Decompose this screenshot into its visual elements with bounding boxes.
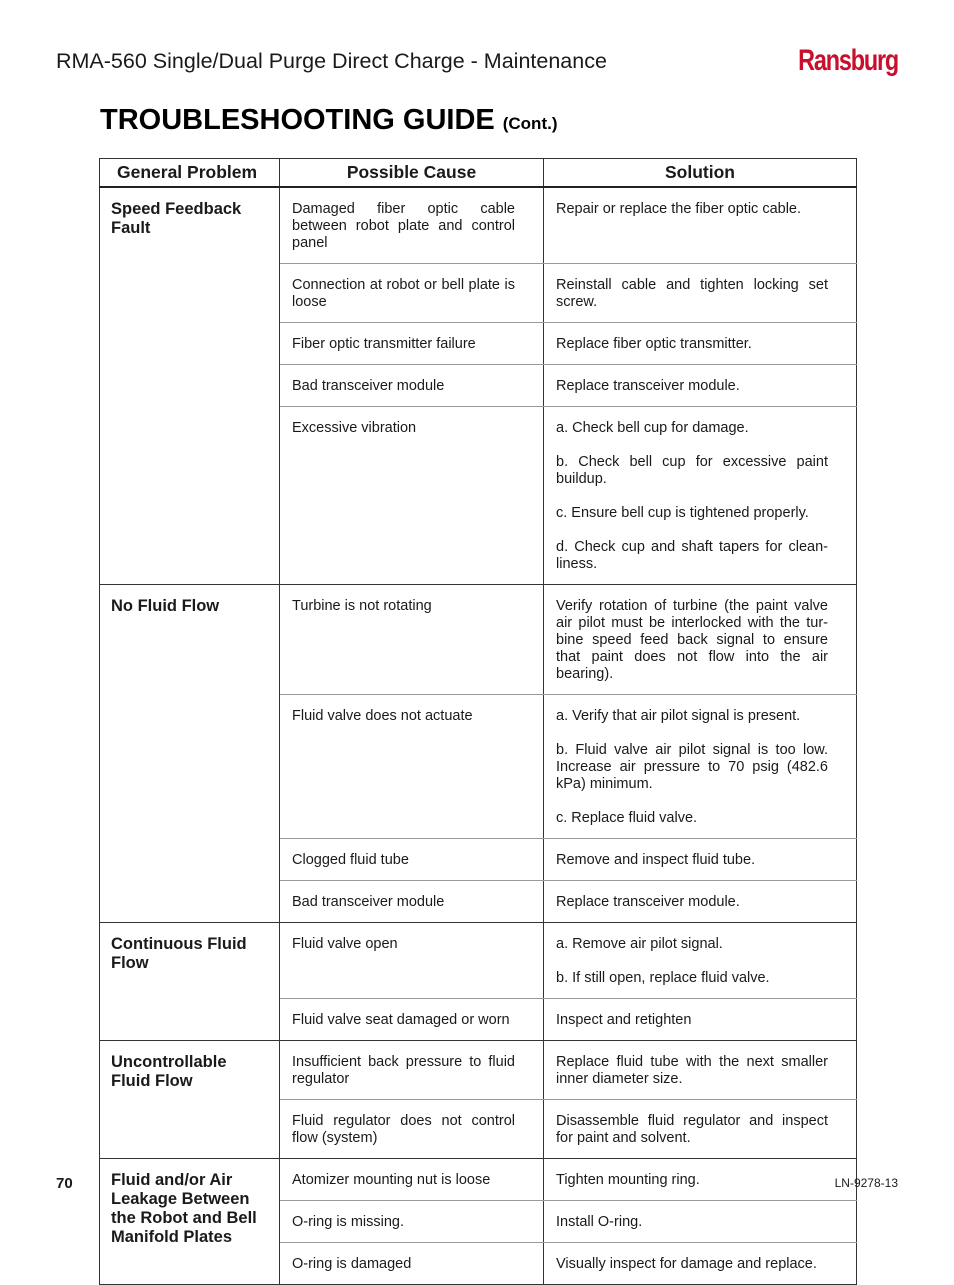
- table-row: [100, 187, 857, 264]
- table-row: [100, 1159, 857, 1201]
- solution-step: Replace transceiver module.: [556, 894, 740, 910]
- header-solution: Solution: [544, 159, 857, 188]
- possible-cause-cell: Fluid valve does not actuate: [280, 695, 544, 839]
- possible-cause-cell: Clogged fluid tube: [280, 839, 544, 881]
- solution-step: Repair or replace the fiber optic cable.: [556, 201, 802, 217]
- solution-step: Inspect and retighten: [556, 1012, 692, 1028]
- solution-cell: [544, 323, 857, 365]
- document-header-title: RMA-560 Single/Dual Purge Direct Charge - Maintenance: [56, 49, 607, 73]
- general-problem-cell: No Fluid Flow: [100, 585, 280, 923]
- possible-cause-cell: Atomizer mounting nut is loose: [280, 1159, 544, 1201]
- possible-cause-cell: Connection at robot or bell plate is loose: [280, 264, 544, 323]
- possible-cause-cell: Turbine is not rotating: [280, 585, 544, 695]
- solution-cell: [544, 881, 857, 923]
- solution-cell: [544, 1041, 857, 1100]
- possible-cause-cell: Fluid regulator does not control flow (system): [280, 1100, 544, 1159]
- solution-step: b. Check bell cup for excessive paint buildup.: [556, 454, 828, 487]
- solution-step: a. Check bell cup for damage.: [556, 420, 749, 436]
- ransburg-logo: Ransburg: [798, 44, 898, 77]
- troubleshooting-table: [99, 158, 857, 1285]
- possible-cause-cell: Bad transceiver module: [280, 365, 544, 407]
- general-problem-cell: Continuous Fluid Flow: [100, 923, 280, 1041]
- solution-cell: [544, 1159, 857, 1201]
- possible-cause-cell: Insufficient back pressure to fluid regulator: [280, 1041, 544, 1100]
- solution-step: b. Fluid valve air pilot signal is too low. Increase air pressure to 70 psig (482.6 kPa) minimum.: [556, 742, 828, 792]
- solution-step: d. Check cup and shaft tapers for clean-liness.: [556, 539, 828, 572]
- section-title: [100, 104, 558, 137]
- solution-cell: [544, 264, 857, 323]
- solution-step: b. If still open, replace fluid valve.: [556, 970, 770, 986]
- solution-cell: [544, 999, 857, 1041]
- solution-step: Reinstall cable and tighten locking set screw.: [556, 277, 828, 310]
- solution-step: a. Remove air pilot signal.: [556, 936, 723, 952]
- solution-cell: [544, 1243, 857, 1285]
- solution-cell: [544, 1201, 857, 1243]
- solution-step: c. Replace fluid valve.: [556, 810, 698, 826]
- header-possible-cause: Possible Cause: [280, 159, 544, 188]
- solution-step: Replace transceiver module.: [556, 378, 740, 394]
- section-subtitle: (Cont.): [502, 114, 558, 133]
- possible-cause-cell: Fluid valve open: [280, 923, 544, 999]
- solution-step: Replace fluid tube with the next smaller inner diameter size.: [556, 1054, 828, 1087]
- possible-cause-cell: O-ring is damaged: [280, 1243, 544, 1285]
- solution-cell: [544, 585, 857, 695]
- possible-cause-cell: Excessive vibration: [280, 407, 544, 585]
- solution-step: a. Verify that air pilot signal is present.: [556, 708, 801, 724]
- solution-step: Tighten mounting ring.: [556, 1172, 700, 1188]
- table-row: [100, 585, 857, 695]
- document-code: LN-9278-13: [834, 1176, 898, 1190]
- possible-cause-cell: O-ring is missing.: [280, 1201, 544, 1243]
- solution-step: Visually inspect for damage and replace.: [556, 1256, 817, 1272]
- section-title-text: TROUBLESHOOTING GUIDE: [100, 104, 495, 136]
- solution-step: Disassemble fluid regulator and inspect for paint and solvent.: [556, 1113, 828, 1146]
- possible-cause-cell: Damaged fiber optic cable between robot plate and control panel: [280, 187, 544, 264]
- header-general-problem: General Problem: [100, 159, 280, 188]
- solution-step: Remove and inspect fluid tube.: [556, 852, 756, 868]
- solution-cell: [544, 407, 857, 585]
- possible-cause-cell: Fluid valve seat damaged or worn: [280, 999, 544, 1041]
- solution-cell: [544, 1100, 857, 1159]
- general-problem-cell: Fluid and/or Air Leakage Between the Robot and Bell Manifold Plates: [100, 1159, 280, 1285]
- general-problem-cell: Uncontrollable Fluid Flow: [100, 1041, 280, 1159]
- solution-cell: [544, 365, 857, 407]
- solution-step: Verify rotation of turbine (the paint valve air pilot must be interlocked with the tur-bine speed feed back signal to ensure that paint does not flow into the air bearing).: [556, 598, 828, 682]
- general-problem-cell: Speed Feedback Fault: [100, 187, 280, 585]
- solution-cell: [544, 187, 857, 264]
- solution-cell: [544, 839, 857, 881]
- table-body: [100, 187, 857, 1285]
- table-row: [100, 923, 857, 999]
- table-header-row: [100, 159, 857, 188]
- solution-step: Replace fiber optic transmitter.: [556, 336, 752, 352]
- possible-cause-cell: Bad transceiver module: [280, 881, 544, 923]
- table-row: [100, 1041, 857, 1100]
- solution-step: Install O-ring.: [556, 1214, 643, 1230]
- solution-cell: [544, 695, 857, 839]
- solution-step: c. Ensure bell cup is tightened properly.: [556, 505, 809, 521]
- page-number: 70: [56, 1175, 73, 1192]
- possible-cause-cell: Fiber optic transmitter failure: [280, 323, 544, 365]
- solution-cell: [544, 923, 857, 999]
